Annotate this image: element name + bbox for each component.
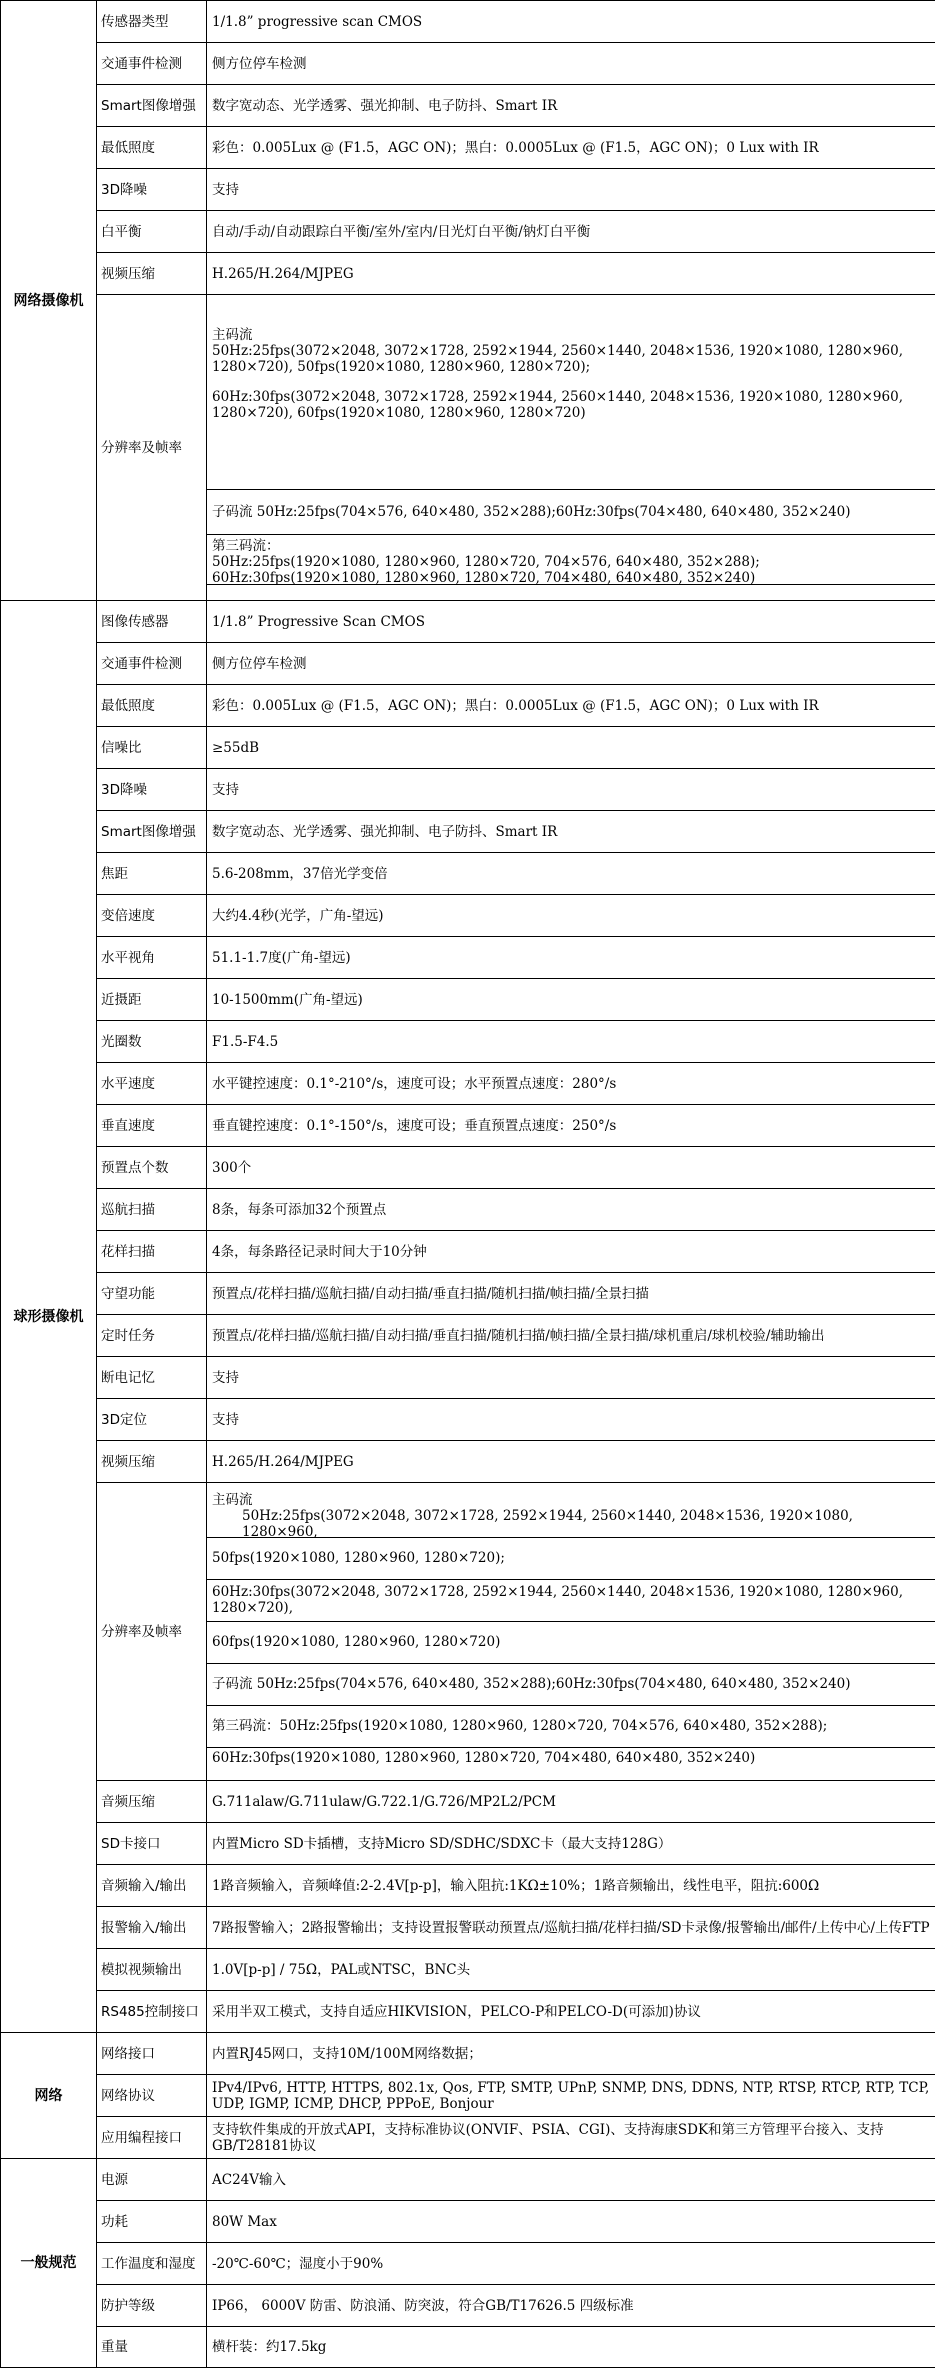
spec-label: 近摄距 (97, 979, 207, 1021)
spec-row (1, 85, 935, 127)
spec-label: 3D降噪 (97, 169, 207, 211)
spec-value: 7路报警输入；2路报警输出；支持设置报警联动预置点/巡航扫描/花样扫描/SD卡录像/报警输出/邮件/上传中心/上传FTP (207, 1907, 935, 1949)
spec-value: 预置点/花样扫描/巡航扫描/自动扫描/垂直扫描/随机扫描/帧扫描/全景扫描/球机重启/球机校验/辅助输出 (207, 1315, 935, 1357)
spec-row (1, 1823, 935, 1865)
spec-value: G.711alaw/G.711ulaw/G.722.1/G.726/MP2L2/PCM (207, 1781, 935, 1823)
spec-value: 51.1-1.7度(广角-望远) (207, 937, 935, 979)
spec-label: 变倍速度 (97, 895, 207, 937)
spec-label: 信噪比 (97, 727, 207, 769)
spec-label: 重量 (97, 2327, 207, 2368)
spec-label: 视频压缩 (97, 1441, 207, 1483)
sub-stream-cell (207, 1664, 935, 1706)
spec-label: 预置点个数 (97, 1147, 207, 1189)
spec-row (1, 1441, 935, 1483)
spec-row (1, 2285, 935, 2327)
spec-row (1, 1357, 935, 1399)
spec-label: 3D定位 (97, 1399, 207, 1441)
spec-row (1, 1021, 935, 1063)
spec-value: 侧方位停车检测 (207, 643, 935, 685)
spec-row (1, 1147, 935, 1189)
spec-value: 80W Max (207, 2201, 935, 2243)
spec-label: 白平衡 (97, 211, 207, 253)
spec-row (1, 979, 935, 1021)
spec-row (1, 2075, 935, 2117)
text-line: 子码流 50Hz:25fps(704×576, 640×480, 352×288);60Hz:30fps(704×480, 640×480, 352×240) (212, 503, 851, 520)
spec-value: 采用半双工模式，支持自适应HIKVISION，PELCO-P和PELCO-D(可添加)协议 (207, 1991, 935, 2033)
spec-label: 功耗 (97, 2201, 207, 2243)
spec-value: 支持 (207, 769, 935, 811)
spec-label: 网络协议 (97, 2075, 207, 2117)
spec-value: 1/1.8” Progressive Scan CMOS (207, 601, 935, 643)
spec-row (1, 2201, 935, 2243)
spec-label: 最低照度 (97, 127, 207, 169)
spec-label: RS485控制接口 (97, 1991, 207, 2033)
resolution-block (207, 307, 935, 589)
spec-row (1, 1189, 935, 1231)
spec-row (1, 2159, 935, 2201)
category-cell: 一般规范 (1, 2159, 97, 2368)
spec-value: 300个 (207, 1147, 935, 1189)
spec-label: 视频压缩 (97, 253, 207, 295)
spec-value: 内置Micro SD卡插槽，支持Micro SD/SDHC/SDXC卡（最大支持128G） (207, 1823, 935, 1865)
spec-value: 支持 (207, 169, 935, 211)
main-60hz-cell (207, 1580, 935, 1622)
spec-value: 垂直键控速度：0.1°-150°/s，速度可设；垂直预置点速度：250°/s (207, 1105, 935, 1147)
spec-value: 侧方位停车检测 (207, 43, 935, 85)
category-cell: 球形摄像机 (1, 601, 97, 2033)
main-stream-cell (207, 1492, 935, 1540)
spec-label: 图像传感器 (97, 601, 207, 643)
spec-value: 彩色：0.005Lux @ (F1.5，AGC ON)；黑白：0.0005Lux @ (F1.5，AGC ON)；0 Lux with IR (207, 127, 935, 169)
text-line: 主码流 (212, 326, 253, 343)
spec-row (1, 1273, 935, 1315)
sub-stream-cell (207, 490, 935, 535)
text-line: 主码流 (212, 1492, 253, 1508)
empty-cell (207, 585, 935, 589)
spec-value: 8条，每条可添加32个预置点 (207, 1189, 935, 1231)
spec-row (1, 1399, 935, 1441)
spec-value: AC24V输入 (207, 2159, 935, 2201)
spec-label: 焦距 (97, 853, 207, 895)
spec-row (1, 2033, 935, 2075)
spec-row (1, 1063, 935, 1105)
spec-row (1, 601, 935, 643)
spec-row (1, 1865, 935, 1907)
spec-label: 传感器类型 (97, 1, 207, 43)
spec-row (1, 1483, 935, 1781)
spec-table-body (1, 1, 935, 2368)
spec-row (1, 643, 935, 685)
spec-value: 5.6-208mm，37倍光学变倍 (207, 853, 935, 895)
spec-label: 分辨率及帧率 (97, 1483, 207, 1781)
text-line: 60Hz:30fps(3072×2048, 3072×1728, 2592×1944, 2560×1440, 2048×1536, 1920×1080, 1280×960, 1280×720), (212, 1584, 903, 1616)
text-line: 60Hz:30fps(3072×2048, 3072×1728, 2592×1944, 2560×1440, 2048×1536, 1920×1080, 1280×960, 1280×720), 60fps(1920×1080, 1280×960, 1280×720) (212, 388, 903, 421)
spec-label: 守望功能 (97, 1273, 207, 1315)
spec-row (1, 2327, 935, 2368)
text-line: 60fps(1920×1080, 1280×960, 1280×720) (212, 1634, 501, 1650)
spec-value: 支持 (207, 1357, 935, 1399)
spec-label: 网络接口 (97, 2033, 207, 2075)
spec-label: 报警输入/输出 (97, 1907, 207, 1949)
spec-row (1, 211, 935, 253)
spec-value: ≥55dB (207, 727, 935, 769)
spec-value: 大约4.4秒(光学，广角-望远) (207, 895, 935, 937)
text-line: 60Hz:30fps(1920×1080, 1280×960, 1280×720, 704×480, 640×480, 352×240) (212, 1749, 756, 1766)
spec-label: Smart图像增强 (97, 811, 207, 853)
spec-row (1, 1231, 935, 1273)
spec-row (1, 1991, 935, 2033)
spec-row (1, 1105, 935, 1147)
spec-value: 1/1.8” progressive scan CMOS (207, 1, 935, 43)
spec-row (1, 169, 935, 211)
spec-value: 1.0V[p-p] / 75Ω，PAL或NTSC，BNC头 (207, 1949, 935, 1991)
spec-value: 内置RJ45网口，支持10M/100M网络数据； (207, 2033, 935, 2075)
spec-label: 3D降噪 (97, 769, 207, 811)
main-50fps-cell (207, 1538, 935, 1580)
spec-label: 音频压缩 (97, 1781, 207, 1823)
text-line: 60Hz:30fps(1920×1080, 1280×960, 1280×720, 704×480, 640×480, 352×240) (212, 569, 756, 586)
spec-row (1, 937, 935, 979)
spec-row (1, 253, 935, 295)
spec-label: 光圈数 (97, 1021, 207, 1063)
spec-value: 支持软件集成的开放式API，支持标准协议(ONVIF、PSIA、CGI)、支持海康SDK和第三方管理平台接入、支持GB/T28181协议 (207, 2117, 935, 2159)
spec-value: IP66， 6000V 防雷、防浪涌、防突波，符合GB/T17626.5 四级标准 (207, 2285, 935, 2327)
spec-row (1, 853, 935, 895)
spec-value: 1路音频输入，音频峰值:2-2.4V[p-p]，输入阻抗:1KΩ±10%；1路音频输出，线性电平，阻抗:600Ω (207, 1865, 935, 1907)
spec-row (1, 1907, 935, 1949)
spec-label: Smart图像增强 (97, 85, 207, 127)
spec-label: 应用编程接口 (97, 2117, 207, 2159)
spec-label: 音频输入/输出 (97, 1865, 207, 1907)
spec-label: 交通事件检测 (97, 43, 207, 85)
main-stream-cell (207, 307, 935, 490)
spec-value: H.265/H.264/MJPEG (207, 253, 935, 295)
spec-row (1, 1315, 935, 1357)
third-stream-cell (207, 535, 935, 585)
spec-label: 水平视角 (97, 937, 207, 979)
spec-row (1, 43, 935, 85)
spec-value: 支持 (207, 1399, 935, 1441)
text-line: 第三码流：50Hz:25fps(1920×1080, 1280×960, 1280×720, 704×576, 640×480, 352×288); (212, 1718, 828, 1734)
third-stream-50-cell (207, 1706, 935, 1748)
spec-row (1, 1949, 935, 1991)
main-60fps-cell (207, 1622, 935, 1664)
text-line: 50fps(1920×1080, 1280×960, 1280×720); (212, 1550, 505, 1566)
spec-label: 防护等级 (97, 2285, 207, 2327)
text-line: 子码流 50Hz:25fps(704×576, 640×480, 352×288);60Hz:30fps(704×480, 640×480, 352×240) (212, 1676, 851, 1692)
spec-label: 分辨率及帧率 (97, 295, 207, 601)
spec-label: 花样扫描 (97, 1231, 207, 1273)
category-cell: 网络摄像机 (1, 1, 97, 601)
spec-row (1, 1781, 935, 1823)
spec-row (1, 2117, 935, 2159)
spec-value: 数字宽动态、光学透雾、强光抑制、电子防抖、Smart IR (207, 811, 935, 853)
spec-value: 自动/手动/自动跟踪白平衡/室外/室内/日光灯白平衡/钠灯白平衡 (207, 211, 935, 253)
spec-label: 工作温度和湿度 (97, 2243, 207, 2285)
spec-row (1, 2243, 935, 2285)
spec-label: 水平速度 (97, 1063, 207, 1105)
spec-value: F1.5-F4.5 (207, 1021, 935, 1063)
spec-row (1, 295, 935, 601)
text-line: 第三码流： (212, 537, 280, 554)
spacer (212, 375, 930, 389)
spec-row (1, 727, 935, 769)
spec-value (207, 1483, 935, 1781)
spec-label: SD卡接口 (97, 1823, 207, 1865)
spec-label: 模拟视频输出 (97, 1949, 207, 1991)
third-stream-60-cell (207, 1748, 935, 1768)
spec-row (1, 127, 935, 169)
spec-value: 水平键控速度：0.1°-210°/s，速度可设；水平预置点速度：280°/s (207, 1063, 935, 1105)
spec-row (1, 1, 935, 43)
spec-value: 4条，每条路径记录时间大于10分钟 (207, 1231, 935, 1273)
spec-label: 电源 (97, 2159, 207, 2201)
spec-label: 垂直速度 (97, 1105, 207, 1147)
spec-label: 定时任务 (97, 1315, 207, 1357)
spec-value: H.265/H.264/MJPEG (207, 1441, 935, 1483)
spec-value: 10-1500mm(广角-望远) (207, 979, 935, 1021)
spec-label: 交通事件检测 (97, 643, 207, 685)
spec-value: IPv4/IPv6, HTTP, HTTPS, 802.1x, Qos, FTP, SMTP, UPnP, SNMP, DNS, DDNS, NTP, RTSP, RTCP, RTP, TCP, UDP, IGMP, ICMP, DHCP, PPPoE, Bonjour (207, 2075, 935, 2117)
spec-value: 横杆装：约17.5kg (207, 2327, 935, 2368)
spec-label: 断电记忆 (97, 1357, 207, 1399)
category-cell: 网络 (1, 2033, 97, 2159)
spec-value (207, 295, 935, 601)
spec-value: 预置点/花样扫描/巡航扫描/自动扫描/垂直扫描/随机扫描/帧扫描/全景扫描 (207, 1273, 935, 1315)
spec-row (1, 685, 935, 727)
text-line: 50Hz:25fps(3072×2048, 3072×1728, 2592×1944, 2560×1440, 2048×1536, 1920×1080, 1280×960, 1280×720), 50fps(1920×1080, 1280×960, 1280×720); (212, 342, 903, 375)
text-line: 50Hz:25fps(3072×2048, 3072×1728, 2592×1944, 2560×1440, 2048×1536, 1920×1080, 1280×960, (242, 1508, 853, 1540)
spec-row (1, 811, 935, 853)
spec-label: 巡航扫描 (97, 1189, 207, 1231)
spec-label: 最低照度 (97, 685, 207, 727)
spec-value: 彩色：0.005Lux @ (F1.5，AGC ON)；黑白：0.0005Lux @ (F1.5，AGC ON)；0 Lux with IR (207, 685, 935, 727)
spec-value: 数字宽动态、光学透雾、强光抑制、电子防抖、Smart IR (207, 85, 935, 127)
text-line: 50Hz:25fps(1920×1080, 1280×960, 1280×720, 704×576, 640×480, 352×288); (212, 553, 760, 570)
spec-row (1, 895, 935, 937)
spec-value: -20℃-60℃；湿度小于90% (207, 2243, 935, 2285)
resolution-block (207, 1492, 935, 1768)
spec-row (1, 769, 935, 811)
